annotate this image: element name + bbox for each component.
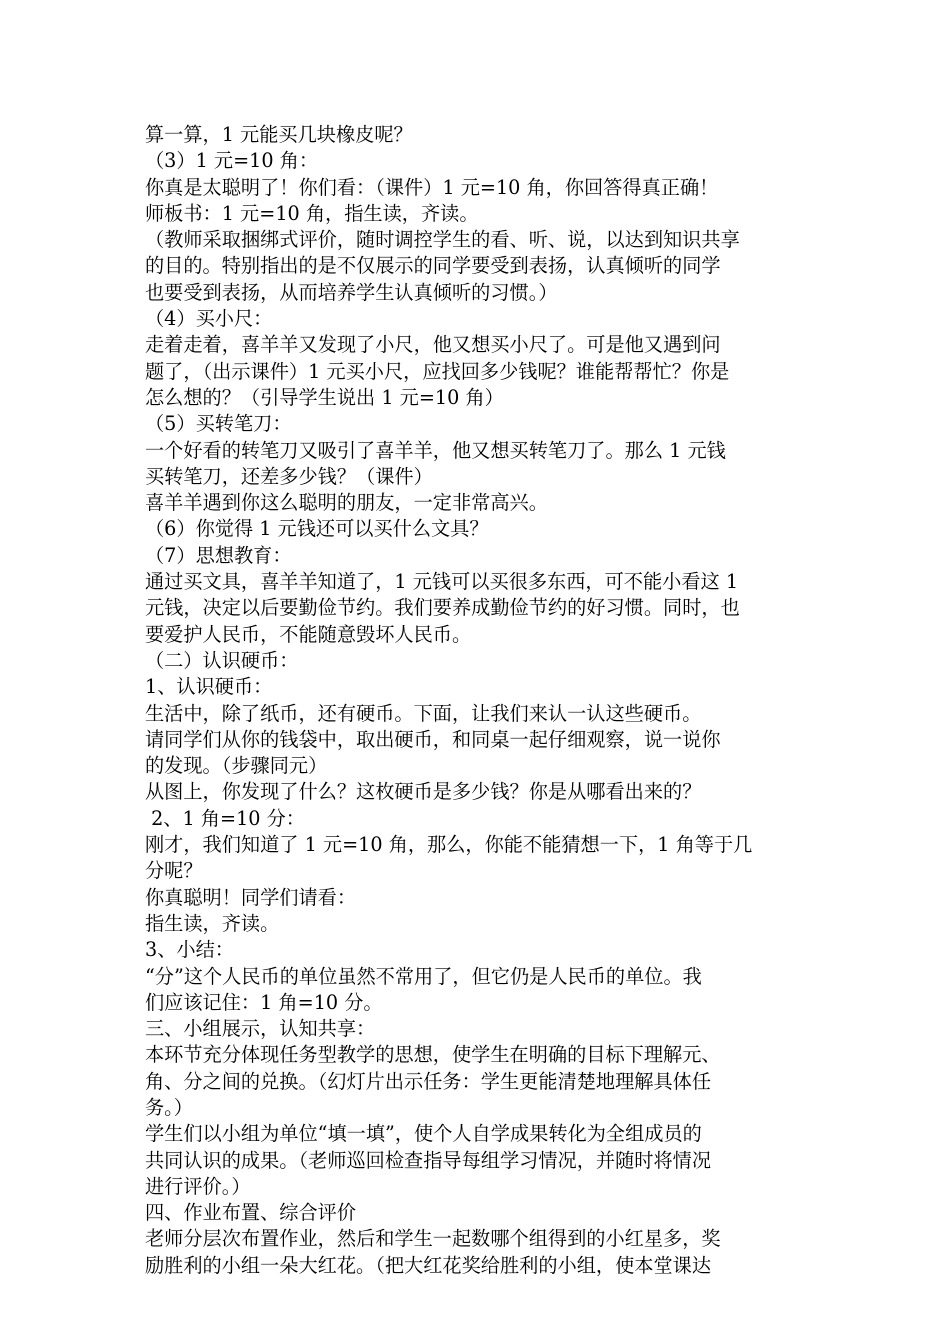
text-line: 们应该记住：1 角=10 分。 xyxy=(145,990,383,1014)
text-line: 题了，（出示课件）1 元买小尺，应找回多少钱呢？谁能帮帮忙？你是 xyxy=(145,359,730,383)
text-line: “分”这个人民币的单位虽然不常用了，但它仍是人民币的单位。我 xyxy=(145,964,702,988)
text-line: 3、小结： xyxy=(145,938,234,962)
text-line: （4）买小尺： xyxy=(145,307,273,331)
text-line: 刚才，我们知道了 1 元=10 角，那么，你能不能猜想一下，1 角等于几 xyxy=(145,833,753,857)
text-line: 角、分之间的兑换。（幻灯片出示任务：学生更能清楚地理解具体任 xyxy=(145,1069,712,1093)
text-line: 学生们以小组为单位“填一填”，使个人自学成果转化为全组成员的 xyxy=(145,1122,702,1146)
text-line: 喜羊羊遇到你这么聪明的朋友，一定非常高兴。 xyxy=(145,491,548,515)
text-line: 本环节充分体现任务型教学的思想，使学生在明确的目标下理解元、 xyxy=(145,1043,721,1067)
text-line: 你真是太聪明了！你们看：（课件）1 元=10 角，你回答得真正确！ xyxy=(145,175,719,199)
text-line: （教师采取捆绑式评价，随时调控学生的看、听、说，以达到知识共享 xyxy=(145,228,740,252)
text-line: （3）1 元=10 角： xyxy=(145,149,319,173)
text-line: 算一算，1 元能买几块橡皮呢？ xyxy=(145,123,413,146)
text-line: 务。） xyxy=(145,1095,193,1119)
text-line: 师板书：1 元=10 角，指生读，齐读。 xyxy=(145,201,479,225)
text-line: 1、认识硬币： xyxy=(145,675,273,699)
text-line: 老师分层次布置作业，然后和学生一起数哪个组得到的小红星多，奖 xyxy=(145,1227,721,1251)
text-line: 要爱护人民币，不能随意毁坏人民币。 xyxy=(145,622,472,646)
text-line: 也要受到表扬，从而培养学生认真倾听的习惯。） xyxy=(145,280,558,304)
text-line: 你真聪明！同学们请看： xyxy=(145,885,357,909)
text-line: 四、作业布置、综合评价 xyxy=(145,1201,357,1225)
text-line: 请同学们从你的钱袋中，取出硬币，和同桌一起仔细观察，说一说你 xyxy=(145,727,721,751)
text-line: 买转笔刀，还差多少钱？（课件） xyxy=(145,464,433,488)
text-line: 通过买文具，喜羊羊知道了，1 元钱可以买很多东西，可不能小看这 1 xyxy=(145,570,739,594)
text-line: 2、1 角=10 分： xyxy=(145,806,305,830)
text-line: 进行评价。） xyxy=(145,1174,251,1198)
text-line: 生活中，除了纸币，还有硬币。下面，让我们来认一认这些硬币。 xyxy=(145,701,702,725)
text-line: 分呢？ xyxy=(145,859,203,883)
text-line: 元钱，决定以后要勤俭节约。我们要养成勤俭节约的好习惯。同时，也 xyxy=(145,596,740,620)
text-line: 共同认识的成果。（老师巡回检查指导每组学习情况，并随时将情况 xyxy=(145,1148,712,1172)
text-line: 三、小组展示，认知共享： xyxy=(145,1017,376,1041)
text-line: 走着走着，喜羊羊又发现了小尺，他又想买小尺了。可是他又遇到问 xyxy=(145,333,721,357)
text-line: 怎么想的？（引导学生说出 1 元=10 角） xyxy=(145,385,504,409)
text-line: 的发现。（步骤同元） xyxy=(145,754,328,778)
text-line: 指生读，齐读。 xyxy=(145,911,280,935)
text-line: 从图上，你发现了什么？这枚硬币是多少钱？你是从哪看出来的？ xyxy=(145,780,702,804)
text-line: （7）思想教育： xyxy=(145,543,292,567)
text-line: 励胜利的小组一朵大红花。（把大红花奖给胜利的小组，使本堂课达 xyxy=(145,1253,712,1277)
text-line: 一个好看的转笔刀又吸引了喜羊羊，他又想买转笔刀了。那么 1 元钱 xyxy=(145,438,726,462)
document-body xyxy=(145,122,813,1279)
text-line: （5）买转笔刀： xyxy=(145,412,292,436)
text-line: （6）你觉得 1 元钱还可以买什么文具？ xyxy=(145,517,489,541)
text-line: 的目的。特别指出的是不仅展示的同学要受到表扬，认真倾听的同学 xyxy=(145,254,721,278)
text-line: （二）认识硬币： xyxy=(145,648,299,672)
